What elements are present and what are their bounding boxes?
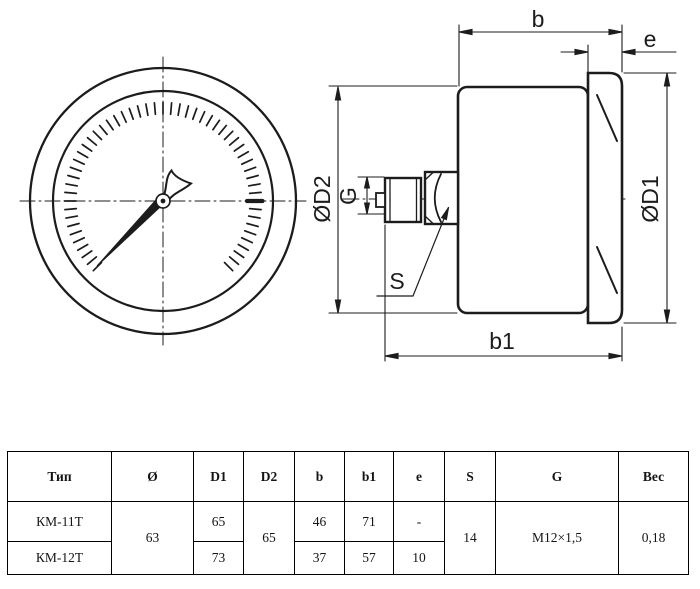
dim-label-d2: ØD2 (309, 175, 335, 223)
stub-end-pin (376, 193, 385, 207)
dial-tick (219, 126, 226, 135)
gauge-case-body (458, 87, 588, 313)
dial-tick (74, 238, 85, 243)
dim-label-b1: b1 (489, 328, 515, 354)
dim-label-e: e (643, 26, 657, 52)
dial-tick (70, 231, 81, 235)
arrowhead (459, 29, 472, 34)
dial-tick (88, 138, 97, 145)
dial-tick (66, 184, 77, 186)
dial-tick (82, 251, 91, 258)
dial-tick (225, 263, 233, 271)
dial-tick (78, 245, 88, 251)
needle-hub-dot (161, 199, 166, 204)
dial-tick (249, 184, 260, 186)
dial-tick (234, 251, 243, 258)
dial-tick (242, 238, 253, 243)
dial-tick (93, 131, 101, 139)
dial-tick (245, 231, 256, 235)
dial-tick (193, 108, 197, 119)
cell-b: 46 (295, 502, 345, 542)
cell-b1: 57 (345, 542, 394, 575)
dial-tick (68, 176, 79, 179)
dial-tick (171, 103, 172, 114)
cell-d1: 65 (194, 502, 244, 542)
header-cell-diameter: Ø (112, 452, 194, 502)
cell-e: 10 (394, 542, 445, 575)
dial-tick (238, 245, 248, 251)
dial-tick (74, 159, 85, 164)
arrowhead (664, 73, 669, 86)
dial-tick (247, 224, 258, 227)
header-cell-b1: b1 (345, 452, 394, 502)
cell-g-merged: M12×1,5 (496, 502, 619, 575)
cell-b1: 71 (345, 502, 394, 542)
dial-tick (88, 257, 97, 264)
dial-tick (249, 216, 260, 218)
arrowhead (664, 310, 669, 323)
dial-tick (82, 145, 91, 152)
header-cell-d2: D2 (244, 452, 295, 502)
cell-e: - (394, 502, 445, 542)
dial-tick (207, 116, 213, 126)
dial-tick (250, 192, 261, 193)
dial-tick (70, 167, 81, 171)
dim-label-d1: ØD1 (637, 175, 663, 223)
dial-tick (65, 192, 76, 193)
dial-tick (107, 120, 114, 129)
dial-tick (230, 257, 239, 264)
cell-weight-merged: 0,18 (619, 502, 689, 575)
dial-tick (242, 159, 253, 164)
arrowhead (385, 353, 398, 358)
dial-tick (146, 104, 148, 115)
arrowhead (609, 353, 622, 358)
table-header-row (8, 452, 689, 502)
cell-d1: 73 (194, 542, 244, 575)
dial-tick (234, 145, 243, 152)
header-cell-g: G (496, 452, 619, 502)
dial-tick (65, 209, 76, 210)
dial-tick (247, 176, 258, 179)
dial-tick (154, 103, 155, 114)
gauge-side-view (343, 73, 629, 323)
dial-tick (186, 106, 189, 117)
gauge-bezel-flange (588, 73, 622, 323)
arrowhead (575, 49, 588, 54)
dial-tick (245, 167, 256, 171)
header-cell-b: b (295, 452, 345, 502)
cell-type: КМ-11Т (8, 502, 112, 542)
dial-tick (66, 216, 77, 218)
dial-tick (114, 116, 120, 126)
dial-tick (178, 104, 180, 115)
gauge-needle (97, 196, 166, 266)
arrowhead (335, 87, 340, 100)
hex-nut (425, 172, 458, 224)
cell-d2-merged: 65 (244, 502, 295, 575)
cell-type: КМ-12Т (8, 542, 112, 575)
arrowhead (365, 177, 370, 188)
arrowhead (335, 300, 340, 313)
dial-tick (78, 152, 88, 158)
dial-tick (121, 112, 126, 123)
arrowhead (609, 29, 622, 34)
arrowhead (622, 49, 635, 54)
dial-tick (129, 108, 133, 119)
header-cell-weight: Вес (619, 452, 689, 502)
dial-tick (100, 126, 107, 135)
dimension-spec-table (7, 451, 689, 575)
header-cell-d1: D1 (194, 452, 244, 502)
header-cell-s: S (445, 452, 496, 502)
dim-label-s: S (389, 268, 405, 294)
gauge-front-view (20, 57, 306, 345)
dial-tick (138, 106, 141, 117)
dial-tick (250, 209, 261, 210)
dial-tick (230, 138, 239, 145)
header-cell-e: e (394, 452, 445, 502)
dial-tick (238, 152, 248, 158)
dial-tick (68, 224, 79, 227)
dial-tick (225, 131, 233, 139)
cell-diameter-merged: 63 (112, 502, 194, 575)
dial-tick (213, 120, 220, 129)
dial-tick (200, 112, 205, 123)
table-row (8, 502, 689, 542)
dial-tick (93, 263, 101, 271)
header-cell-type: Тип (8, 452, 112, 502)
dim-label-g: G (335, 187, 361, 205)
arrowhead (365, 203, 370, 214)
cell-s-merged: 14 (445, 502, 496, 575)
dim-label-b: b (531, 6, 545, 32)
cell-b: 37 (295, 542, 345, 575)
